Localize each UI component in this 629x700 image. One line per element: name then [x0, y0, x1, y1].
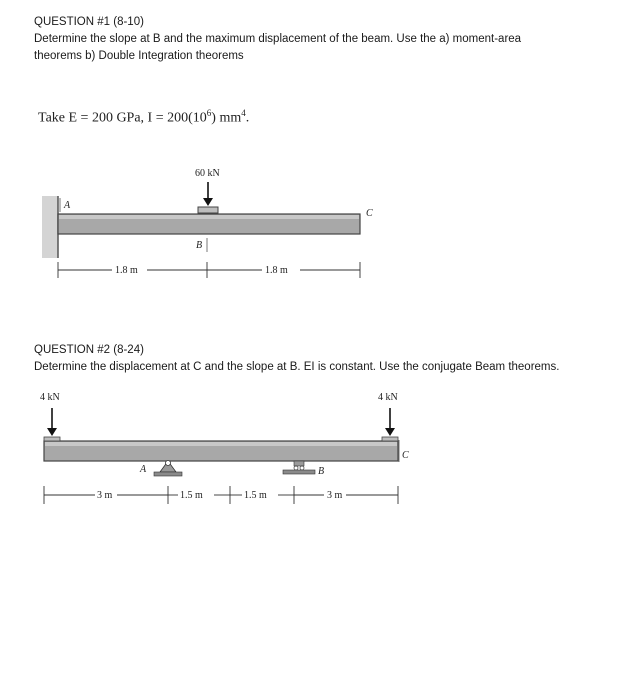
q1-point-a: A [64, 200, 71, 211]
q2-support-b [283, 461, 315, 474]
q1-point-c: C [366, 208, 373, 219]
q2-point-c: C [402, 450, 409, 461]
q2-load-right-label: 4 kN [378, 392, 398, 403]
q2-dim-1: 3 m [97, 490, 113, 501]
q1-given-exp: 6 [206, 108, 212, 118]
q1-given-unit: ) mm [211, 110, 242, 126]
q1-dim-bc: 1.8 m [265, 265, 288, 276]
q2-point-a: A [140, 464, 147, 475]
q2-dim-4: 3 m [327, 490, 343, 501]
q1-text-line2: theorems b) Double Integration theorems [34, 50, 244, 62]
q2-support-a [154, 461, 182, 477]
q2-figure [40, 392, 409, 504]
q1-wall [42, 196, 58, 258]
q1-dim-ab: 1.8 m [115, 265, 138, 276]
q1-figure [42, 168, 373, 278]
q2-point-b: B [318, 466, 325, 477]
q1-given-prefix: Take E = 200 GPa, I = 200(10 [38, 110, 207, 126]
q1-text-line1: Determine the slope at B and the maximum displacement of the beam. Use the a) moment-area [34, 33, 522, 45]
q2-text-line1: Determine the displacement at C and the slope at B. EI is constant. Use the conjugate Beam theorems. [34, 361, 560, 373]
q1-given-suffix: . [245, 110, 250, 126]
q2-dim-2: 1.5 m [180, 490, 203, 501]
q2-dim-3: 1.5 m [244, 490, 267, 501]
q1-load-label: 60 kN [195, 168, 220, 179]
q1-heading: QUESTION #1 (8-10) [34, 16, 144, 28]
q2-load-left-label: 4 kN [40, 392, 60, 403]
q2-heading: QUESTION #2 (8-24) [34, 344, 144, 356]
q1-point-b: B [196, 240, 203, 251]
q1-given-unit-exp: 4 [241, 108, 246, 118]
